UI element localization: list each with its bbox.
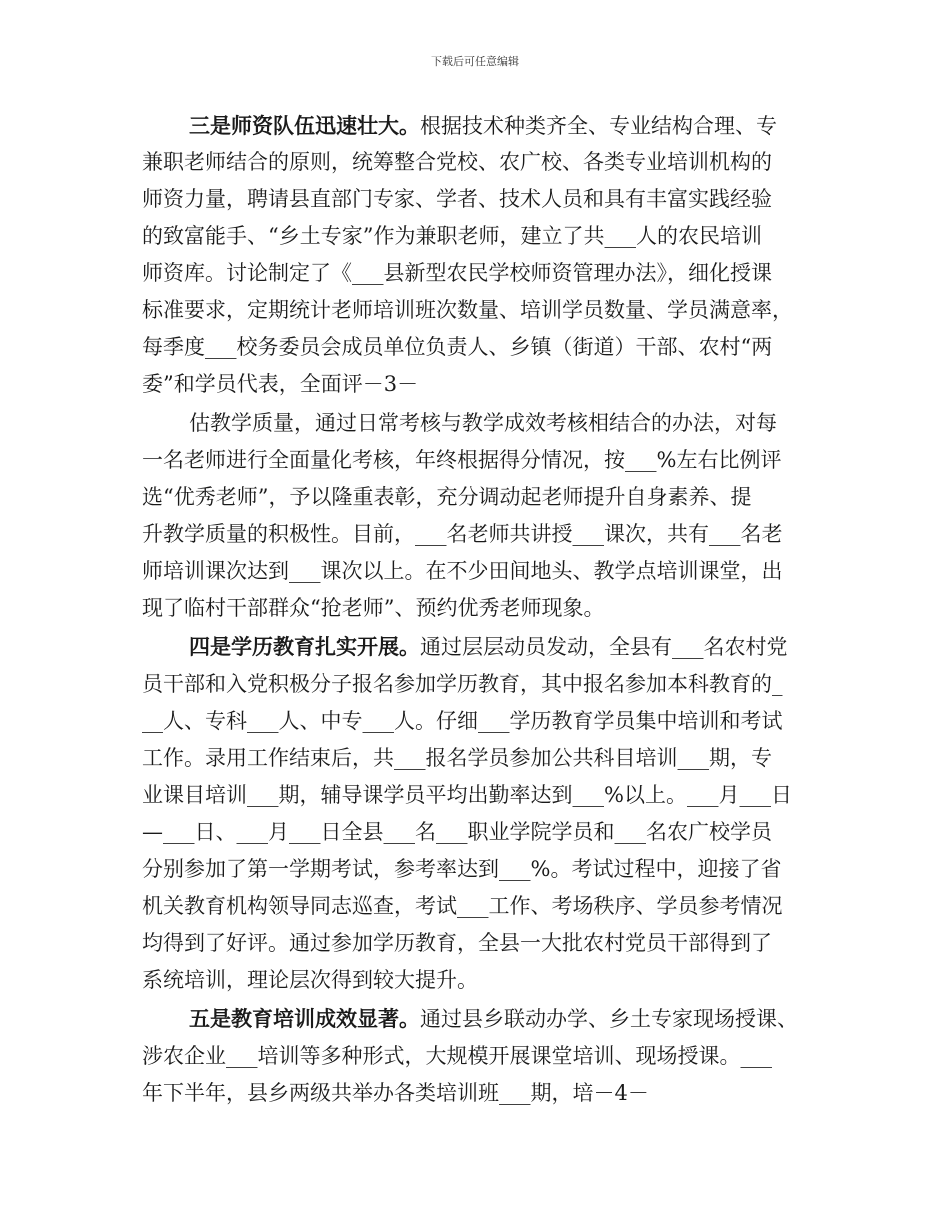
text-line: 机关教育机构领导同志巡查，考试___工作、考场秩序、学员参考情况 <box>142 894 783 918</box>
text-line: 师培训课次达到___课次以上。在不少田间地头、教学点培训课堂，出 <box>142 559 783 583</box>
section-heading: 四是学历教育扎实开展。 <box>189 634 420 659</box>
text-line: 选“优秀老师”，予以隆重表彰，充分调动起老师提升自身素养、提 <box>142 485 752 509</box>
page-header: 下载后可任意编辑 <box>431 55 519 68</box>
text-line: 委”和学员代表，全面评－3－ <box>142 372 419 396</box>
text-line: 三是师资队伍迅速壮大。根据技术种类齐全、专业结构合理、专 <box>189 113 777 138</box>
text-line: 师资力量，聘请县直部门专家、学者、技术人员和具有丰富实践经验 <box>142 187 772 211</box>
text-line: 年下半年，县乡两级共举办各类培训班___期，培－4－ <box>142 1081 649 1105</box>
text-line: 工作。录用工作结束后，共___报名学员参加公共科目培训___期，专 <box>142 746 772 770</box>
text-line: 标准要求，定期统计老师培训班次数量、培训学员数量、学员满意率， <box>142 298 793 322</box>
text-line: —___日、___月___日全县___名___职业学院学员和___名农广校学员 <box>142 820 772 844</box>
text-line: 均得到了好评。通过参加学历教育，全县一大批农村党员干部得到了 <box>142 931 772 955</box>
section-heading: 三是师资队伍迅速壮大。 <box>189 113 420 138</box>
text-line: 现了临村干部群众“抢老师”、预约优秀老师现象。 <box>142 596 605 620</box>
section-heading: 五是教育培训成效显著。 <box>189 1006 420 1031</box>
text-line: 四是学历教育扎实开展。通过层层动员发动，全县有___名农村党 <box>189 634 788 659</box>
text-line: 升教学质量的积极性。目前，___名老师共讲授___课次，共有___名老 <box>142 522 783 546</box>
text-line: 兼职老师结合的原则，统筹整合党校、农广校、各类专业培训机构的 <box>142 150 772 174</box>
text-line: 涉农企业___培训等多种形式，大规模开展课堂培训、现场授课。___ <box>142 1044 772 1068</box>
text-line: 估教学质量，通过日常考核与教学成效考核相结合的办法，对每 <box>189 411 777 435</box>
text-line: __人、专科___人、中专___人。仔细___学历教育学员集中培训和考试 <box>142 709 783 733</box>
text-line: 员干部和入党积极分子报名参加学历教育，其中报名参加本科教育的_ <box>142 672 783 696</box>
text-line: 业课目培训___期，辅导课学员平均出勤率达到___%以上。___月___日 <box>142 783 792 807</box>
text-line: 分别参加了第一学期考试，参考率达到___%。考试过程中，迎接了省 <box>142 857 782 881</box>
text-line: 每季度___校务委员会成员单位负责人、乡镇（街道）干部、农村“两 <box>142 335 773 359</box>
text-line: 师资库。讨论制定了《___县新型农民学校师资管理办法》，细化授课 <box>142 261 772 285</box>
text-line: 的致富能手、“乡土专家”作为兼职老师，建立了共___人的农民培训 <box>142 224 762 248</box>
text-line: 一名老师进行全面量化考核，年终根据得分情况，按___%左右比例评 <box>142 448 782 472</box>
text-line: 系统培训，理论层次得到较大提升。 <box>142 968 478 992</box>
text-line: 五是教育培训成效显著。通过县乡联动办学、乡土专家现场授课、 <box>189 1006 798 1031</box>
